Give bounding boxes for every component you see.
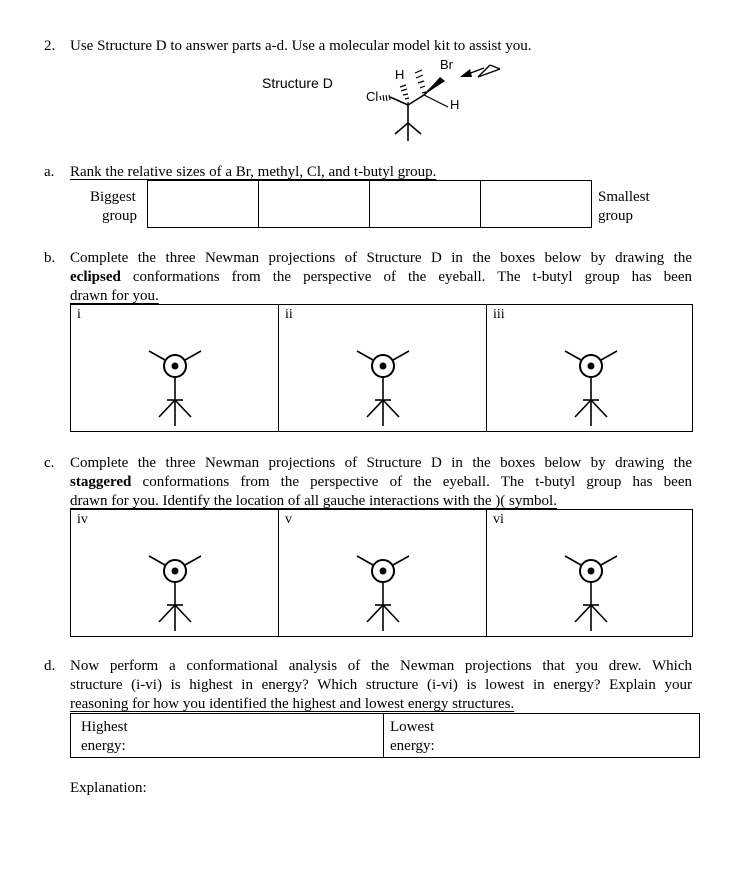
part-b-letter: b.	[44, 250, 56, 266]
part-c-line3: drawn for you. Identify the location of all gauche interactions with the )( symbol.	[70, 493, 557, 509]
energy-table	[70, 713, 700, 758]
atom-label-br: Br	[440, 57, 453, 72]
part-c-letter: c.	[44, 455, 55, 471]
smallest-label-group: group	[598, 208, 633, 224]
newman-box-v[interactable]	[279, 510, 487, 636]
atom-label-h-right: H	[450, 97, 460, 112]
part-d-line1: Now perform a conformational analysis of the Newman projections that you drew. Which	[70, 658, 692, 674]
highest-label: Highest	[81, 719, 128, 735]
newman-projection	[145, 343, 205, 427]
box-label: i	[77, 307, 81, 322]
box-label: vi	[493, 512, 504, 527]
biggest-label-group: group	[102, 208, 137, 224]
part-c-line2-rest: conformations from the perspective of the eyeball. The t-butyl group has been	[131, 474, 692, 490]
newman-projection	[353, 343, 413, 427]
ranking-table	[147, 180, 592, 228]
part-b-line1: Complete the three Newman projections of Structure D in the boxes below by drawing the	[70, 250, 692, 266]
newman-box-vi[interactable]	[487, 510, 692, 636]
part-c-line2	[70, 473, 692, 493]
part-c-line1: Complete the three Newman projections of Structure D in the boxes below by drawing the	[70, 455, 692, 471]
lowest-energy-label: energy:	[390, 738, 435, 754]
part-a-letter: a.	[44, 164, 55, 180]
highest-energy-cell[interactable]	[71, 714, 384, 757]
newman-box-ii[interactable]	[279, 305, 487, 431]
eclipsed-keyword: eclipsed	[70, 269, 121, 285]
lowest-energy-cell[interactable]	[384, 714, 699, 757]
box-label: iv	[77, 512, 88, 527]
newman-projection	[145, 548, 205, 632]
newman-box-iv[interactable]	[71, 510, 279, 636]
part-d-line3: reasoning for how you identified the highest and lowest energy structures.	[70, 696, 515, 712]
newman-box-i[interactable]	[71, 305, 279, 431]
question-number: 2.	[44, 38, 56, 54]
box-label: ii	[285, 307, 293, 322]
rank-cell-1[interactable]	[148, 181, 259, 227]
atom-label-cl: Cl	[366, 89, 379, 104]
part-a-prompt: Rank the relative sizes of a Br, methyl, Cl, and t-butyl group.	[70, 164, 437, 180]
eclipsed-boxes	[70, 304, 693, 432]
newman-projection	[353, 548, 413, 632]
part-b-line2	[70, 268, 692, 288]
structure-d-drawing	[360, 55, 505, 150]
part-d-letter: d.	[44, 658, 56, 674]
lowest-label: Lowest	[390, 719, 435, 735]
box-label: v	[285, 512, 292, 527]
atom-label-h-top: H	[395, 67, 405, 82]
newman-projection	[561, 548, 621, 632]
box-label: iii	[493, 307, 505, 322]
rank-cell-2[interactable]	[259, 181, 370, 227]
part-d-line2: structure (i-vi) is highest in energy? Which structure (i-vi) is lowest in energy? Explain your	[70, 677, 692, 693]
highest-energy-label: energy:	[81, 738, 126, 754]
newman-projection	[561, 343, 621, 427]
structure-d-label: Structure D	[262, 75, 333, 91]
staggered-keyword: staggered	[70, 474, 132, 490]
question-prompt: Use Structure D to answer parts a-d. Use a molecular model kit to assist you.	[70, 38, 532, 54]
smallest-label: Smallest	[598, 189, 650, 205]
newman-box-iii[interactable]	[487, 305, 692, 431]
part-b-line2-rest: conformations from the perspective of the eyeball. The t-butyl group has been	[120, 269, 692, 285]
explanation-label: Explanation:	[70, 780, 147, 796]
rank-cell-3[interactable]	[370, 181, 481, 227]
biggest-label: Biggest	[90, 189, 136, 205]
rank-cell-4[interactable]	[481, 181, 591, 227]
staggered-boxes	[70, 509, 693, 637]
part-b-line3: drawn for you.	[70, 288, 159, 304]
